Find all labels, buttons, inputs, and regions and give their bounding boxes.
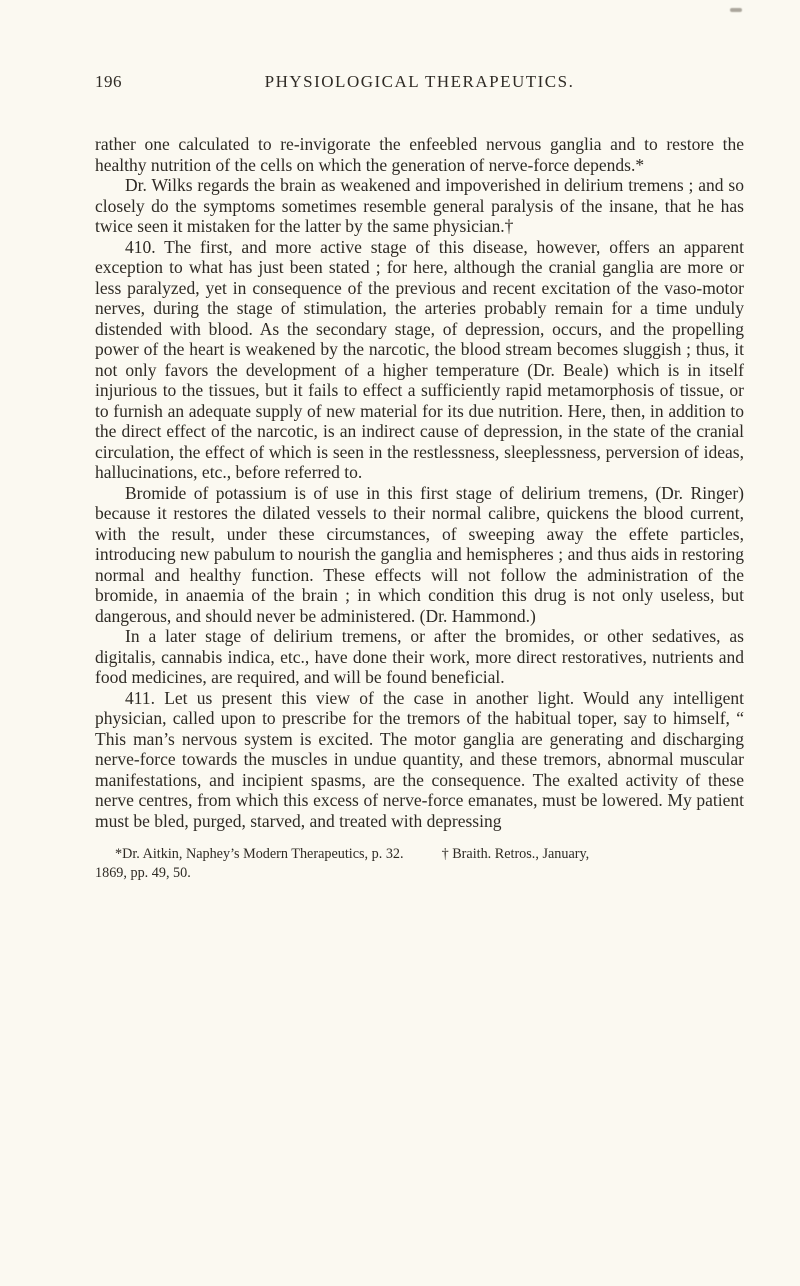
paragraph-section-410: 410. The first, and more active stage of this disease, however, offers an apparent exception to what has just been stated ; for here, although the cranial ganglia are more or less paralyzed, yet in consequence of the previous and recent excitation of the vaso-motor nerves, during the stage of stimulation, the arteries probably remain for a time unduly distended with blood. As the secondary stage, of depression, occurs, and the propelling power of the heart is weakened by the narcotic, the blood stream becomes sluggish ; thus, it not only favors the development of a higher temperature (Dr. Beale) which is in itself injurious to the tissues, but it fails to effect a sufficiently rapid metamorphosis of tissue, or to furnish an adequate supply of new material for its due nutrition. Here, then, in addition to the direct effect of the narcotic, is an indirect cause of depression, in the state of the cranial circulation, the effect of which is seen in the restlessness, sleeplessness, perversion of ideas, hallucinations, etc., before referred to.: [95, 236, 744, 482]
page-header: [95, 72, 744, 94]
paragraph: In a later stage of delirium tremens, or after the bromides, or other sedatives, as digitalis, cannabis indica, etc., have done their work, more direct restoratives, nutrients and food medicines, are required, and will be found beneficial.: [95, 626, 744, 687]
paragraph: Bromide of potassium is of use in this first stage of delirium tremens, (Dr. Ringer) because it restores the dilated vessels to their normal calibre, quickens the blood current, with the result, under these circumstances, of sweeping away the effete particles, introducing new pabulum to nourish the ganglia and hemispheres ; and thus aids in restoring normal and healthy function. These effects will not follow the administration of the bromide, in anaemia of the brain ; in which condition this drug is not only useless, but dangerous, and should never be administered. (Dr. Hammond.): [95, 482, 744, 626]
page-body: [95, 134, 744, 831]
footnote-line: [95, 845, 744, 864]
paragraph: Dr. Wilks regards the brain as weakened and impoverished in delirium tremens ; and so closely do the symptoms sometimes resemble general paralysis of the insane, that he has twice seen it mistaken for the latter by the same physician.†: [95, 175, 744, 236]
running-title: PHYSIOLOGICAL THERAPEUTICS.: [264, 72, 575, 91]
footnote-dagger-ref: † Braith. Retros., January,: [441, 846, 590, 862]
paragraph-continuation: rather one calculated to re-invigorate the enfeebled nervous ganglia and to restore the healthy nutrition of the cells on which the generation of nerve-force depends.*: [95, 134, 744, 175]
page-number: 196: [95, 72, 122, 91]
footnote-asterisk-ref: *Dr. Aitkin, Naphey’s Modern Therapeutics, p. 32.: [115, 846, 404, 862]
paragraph-section-411: 411. Let us present this view of the case in another light. Would any intelligent physician, called upon to prescribe for the tremors of the habitual toper, say to himself, “ This man’s nervous system is excited. The motor ganglia are generating and discharging nerve-force towards the muscles in undue quantity, and these tremors, abnormal muscular manifestations, and incipient spasms, are the consequence. The exalted activity of these nerve centres, from which this excess of nerve-force emanates, must be lowered. My patient must be bled, purged, starved, and treated with depressing: [95, 687, 744, 831]
scan-artifact: [730, 8, 742, 12]
footnote-line-continuation: 1869, pp. 49, 50.: [95, 865, 191, 881]
footnotes: [95, 845, 744, 883]
